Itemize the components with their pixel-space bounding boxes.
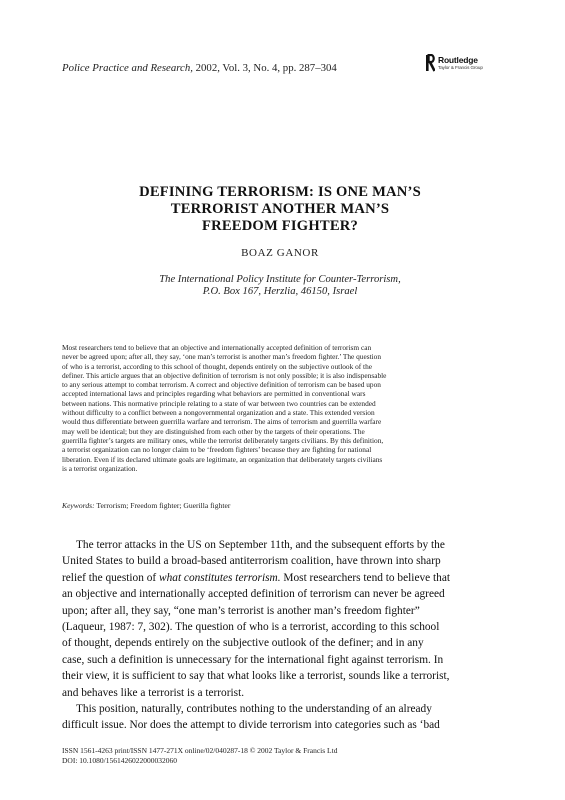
abstract-line: a terrorist organization can no longer claim to be ‘freedom fighters’ because they are fighting for national	[62, 445, 372, 455]
body-line: United States to build a broad-based antiterrorism coalition, have thrown into sharp	[62, 555, 441, 568]
abstract-line: of who is a terrorist, according to this school of thought, depends entirely on the subjective outlook of the	[62, 361, 373, 371]
author-name: BOAZ GANOR	[241, 247, 319, 259]
body-line: (Laqueur, 1987: 7, 302). The question of who is a terrorist, according to this school	[62, 621, 440, 634]
publisher-logo	[426, 54, 526, 74]
abstract	[62, 343, 500, 473]
abstract-line: liberation. Even if its declared ultimate goals are legitimate, an organization that deliberately targets civilians	[62, 454, 383, 464]
body-line	[62, 570, 502, 586]
keywords-label: Keywords:	[62, 501, 95, 510]
abstract-line: to any serious attempt to combat terrorism. A correct and objective definition of terrorism can be based upon	[62, 380, 381, 390]
publisher-name: Routledge	[438, 55, 478, 65]
abstract-line: Most researchers tend to believe that an objective and internationally accepted definition of terrorism can	[62, 343, 372, 352]
body-line: of thought, depends entirely on the subjective outlook of the definer; and in any	[62, 637, 424, 650]
title-line: DEFINING TERRORISM: IS ONE MAN’S	[139, 184, 421, 200]
title-line: TERRORIST ANOTHER MAN’S	[170, 201, 390, 217]
body-text-run: relief the question of	[62, 571, 160, 584]
body-line: The terror attacks in the US on September 11th, and the subsequent efforts by the	[76, 539, 445, 551]
keywords-value: Terrorism; Freedom fighter; Guerilla fighter	[96, 501, 231, 510]
abstract-line: is a terrorist organization.	[62, 463, 138, 473]
body-line: an objective and internationally accepted definition of terrorism can never be agreed	[62, 588, 445, 601]
article-title	[60, 184, 500, 235]
doi-line: DOI: 10.1080/1561426022000032060	[62, 755, 177, 765]
body-line: case, such a definition is unnecessary for the international fight against terrorism. In	[62, 653, 444, 666]
page-footer	[62, 746, 502, 765]
affiliation-line: P.O. Box 167, Herzlia, 46150, Israel	[202, 286, 358, 297]
affiliation-line: The International Policy Institute for Counter-Terrorism,	[159, 274, 401, 285]
body-line: and behaves like a terrorist is a terrorist.	[62, 686, 245, 699]
abstract-line: without difficulty to a conflict between a nongovernmental organization and a state. This extended version	[62, 408, 375, 418]
journal-citation: 2002, Vol. 3, No. 4, pp. 287–304	[192, 62, 337, 74]
body-line: difficult issue. Nor does the attempt to divide terrorism into categories such as ‘bad	[62, 719, 440, 732]
body-text	[62, 537, 502, 734]
abstract-line: would thus differentiate between guerrilla warfare and terrorism. The aims of terrorism and guerrilla warfare	[62, 417, 382, 427]
abstract-line: accepted international laws and principles regarding what behaviors are permitted in conventional wars	[62, 389, 366, 399]
journal-name: Police Practice and Research,	[62, 62, 193, 74]
abstract-line: guerrilla fighter’s targets are military ones, while the terrorist deliberately targets civilians. By this definition,	[62, 435, 384, 445]
body-line: upon; after all, they say, “one man’s terrorist is another man’s freedom fighter”	[62, 604, 420, 617]
abstract-line: between nations. This normative principle relating to a state of war between two countries can be extended	[62, 398, 376, 408]
abstract-line: never be agreed upon; after all, they say, ‘one man’s terrorist is another man’s freedom fighter.’ The question	[62, 352, 382, 362]
running-head	[62, 62, 337, 74]
title-line: FREEDOM FIGHTER?	[201, 218, 359, 234]
body-line: This position, naturally, contributes nothing to the understanding of an already	[76, 703, 432, 716]
publisher-group: Taylor & Francis Group	[438, 65, 483, 70]
keywords	[62, 501, 500, 510]
author-affiliation	[60, 274, 500, 298]
issn-line: ISSN 1561-4263 print/ISSN 1477-271X online/02/040287-18 © 2002 Taylor & Francis Ltd	[62, 746, 338, 755]
emphasized-phrase: what constitutes terrorism.	[159, 571, 281, 584]
body-line: their view, it is sufficient to say that what looks like a terrorist, sounds like a terrorist,	[62, 670, 450, 683]
abstract-line: may well be identical; but they are distinguished from each other by the targets of their operations. The	[62, 426, 365, 436]
abstract-line: definer. This article argues that an objective definition of terrorism is not only possible; it is also indispensable	[62, 370, 387, 380]
body-text-run: Most researchers tend to believe that	[280, 571, 451, 584]
routledge-r-logo-icon	[426, 54, 435, 72]
